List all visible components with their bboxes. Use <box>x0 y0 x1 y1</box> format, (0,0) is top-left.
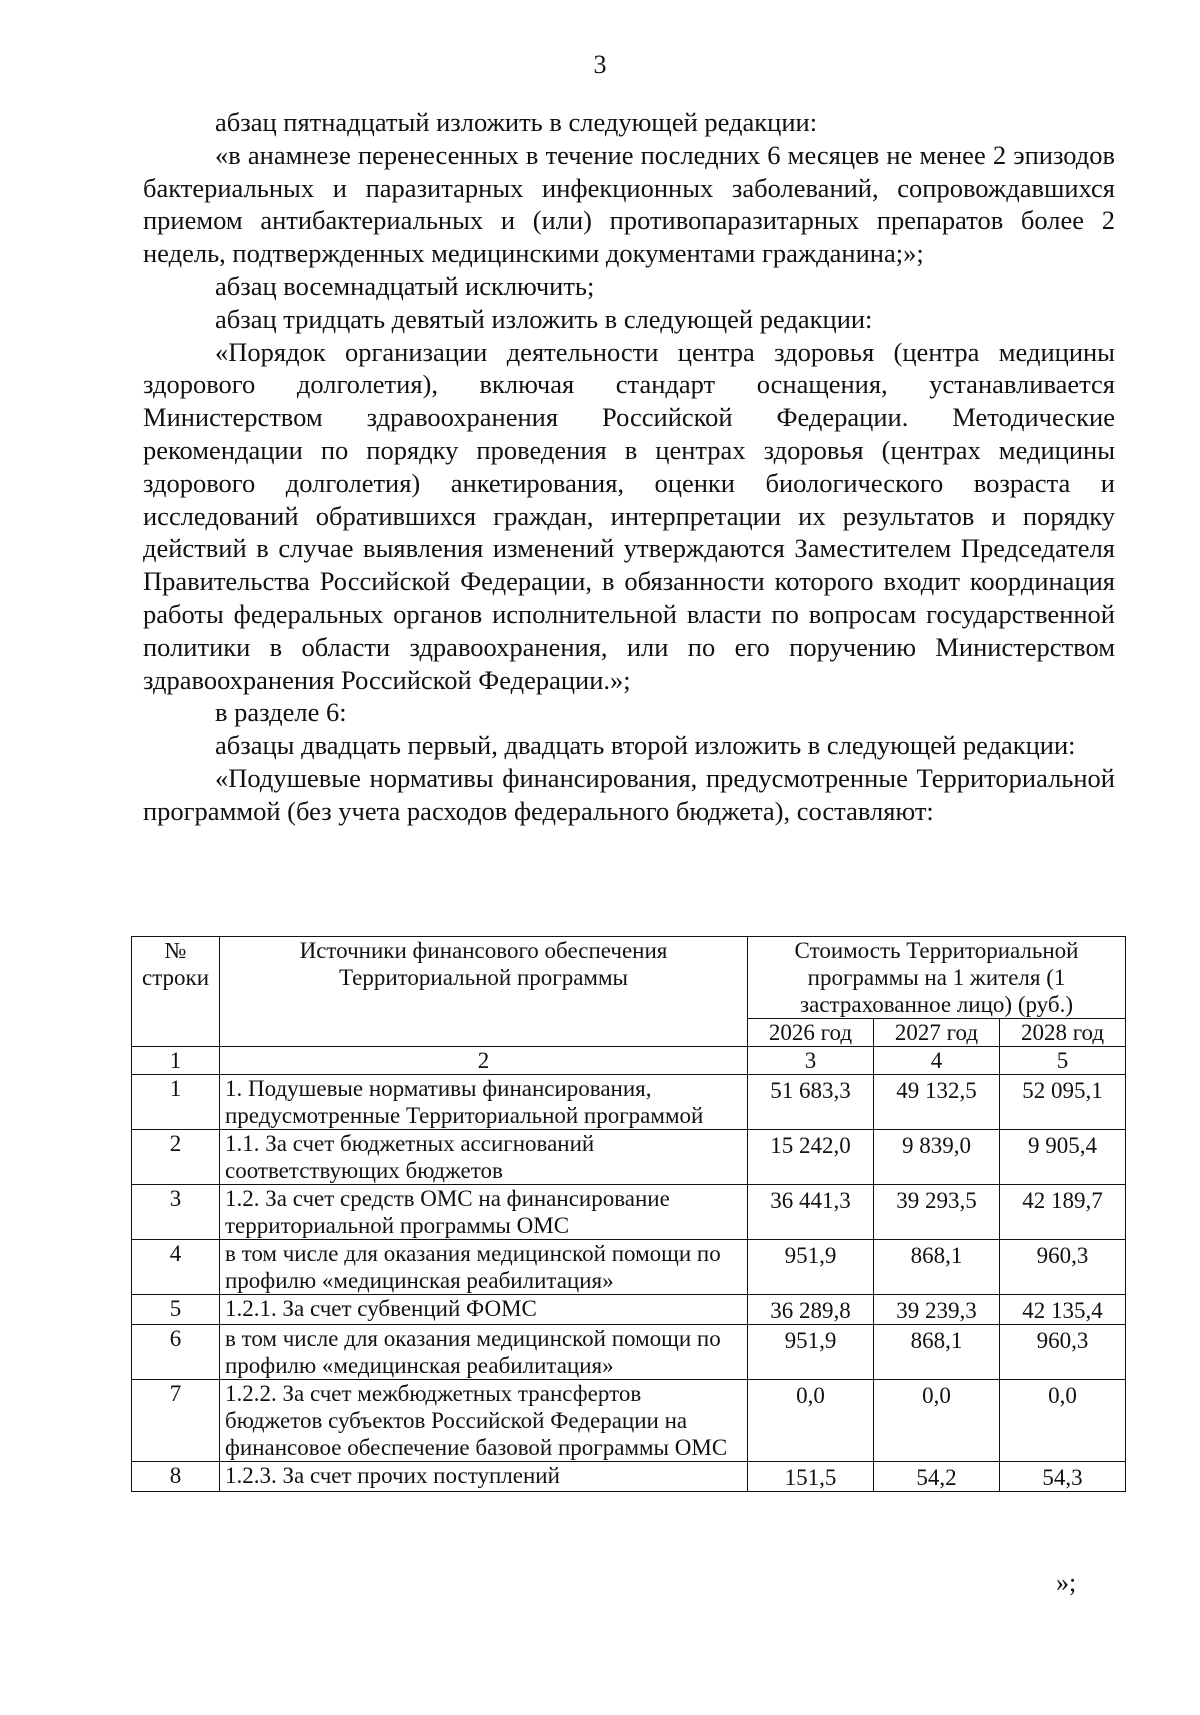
header-row-number: № строки <box>132 937 220 1047</box>
table-row <box>132 1325 1126 1380</box>
value-2027: 54,2 <box>874 1462 1000 1492</box>
header-cost: Стоимость Территориальной программы на 1 жителя (1 застрахованное лицо) (руб.) <box>748 937 1126 1019</box>
row-label: 1.2. За счет средств ОМС на финансирование территориальной программы ОМС <box>220 1185 748 1240</box>
table-row <box>132 1185 1126 1240</box>
column-numbers-row <box>132 1047 1126 1075</box>
value-2028: 9 905,4 <box>1000 1130 1126 1185</box>
value-2026: 951,9 <box>748 1325 874 1380</box>
row-number: 4 <box>132 1240 220 1295</box>
paragraph-8: «Подушевые нормативы финансирования, предусмотренные Территориальной программой (без учета расходов федерального бюджета), составляют: <box>143 762 1115 826</box>
row-label: в том числе для оказания медицинской помощи по профилю «медицинская реабилитация» <box>220 1240 748 1295</box>
value-2026: 0,0 <box>748 1380 874 1462</box>
header-year-2027: 2027 год <box>874 1019 1000 1047</box>
table-row <box>132 1295 1126 1325</box>
value-2027: 39 239,3 <box>874 1295 1000 1325</box>
value-2026: 151,5 <box>748 1462 874 1492</box>
value-2028: 52 095,1 <box>1000 1075 1126 1130</box>
paragraph-2: «в анамнезе перенесенных в течение последних 6 месяцев не менее 2 эпизодов бактериальных и паразитарных инфекционных заболеваний, сопровождавшихся приемом антибактериальных и (или) противопаразитарных препаратов более 2 недель, подтвержденных медицинскими документами гражданина;»; <box>143 139 1115 269</box>
financing-table <box>131 936 1126 1492</box>
header-source: Источники финансового обеспечения Территориальной программы <box>220 937 748 1047</box>
row-number: 7 <box>132 1380 220 1462</box>
column-number: 4 <box>874 1047 1000 1075</box>
value-2027: 49 132,5 <box>874 1075 1000 1130</box>
row-number: 1 <box>132 1075 220 1130</box>
row-number: 6 <box>132 1325 220 1380</box>
header-year-2026: 2026 год <box>748 1019 874 1047</box>
page-number: 3 <box>593 50 607 79</box>
value-2028: 42 189,7 <box>1000 1185 1126 1240</box>
column-number: 2 <box>220 1047 748 1075</box>
row-number: 8 <box>132 1462 220 1492</box>
table-header-row <box>132 937 1126 1019</box>
row-number: 3 <box>132 1185 220 1240</box>
paragraph-5: «Порядок организации деятельности центра здоровья (центра медицины здорового долголетия), включая стандарт оснащения, устанавливается Министерством здравоохранения Российской Федерации. Методические рекомендации по порядку проведения в центрах здоровья (центрах медицины здорового долголетия) анкетирования, оценки биологического возраста и исследований обратившихся граждан, интерпретации их результатов и порядку действий в случае выявления изменений утверждаются Заместителем Председателя Правительства Российской Федерации, в обязанности которого входит координация работы федеральных органов исполнительной власти по вопросам государственной политики в области здравоохранения, или по его поручению Министерством здравоохранения Российской Федерации.»; <box>143 336 1115 695</box>
body-text <box>143 106 1115 828</box>
table-row <box>132 1130 1126 1185</box>
row-label: 1.2.2. За счет межбюджетных трансфертов бюджетов субъектов Российской Федерации на финансовое обеспечение базовой программы ОМС <box>220 1380 748 1462</box>
value-2026: 15 242,0 <box>748 1130 874 1185</box>
paragraph-1: абзац пятнадцатый изложить в следующей редакции: <box>215 107 818 137</box>
value-2028: 960,3 <box>1000 1325 1126 1380</box>
row-number: 5 <box>132 1295 220 1325</box>
value-2026: 36 289,8 <box>748 1295 874 1325</box>
value-2028: 42 135,4 <box>1000 1295 1126 1325</box>
value-2027: 868,1 <box>874 1325 1000 1380</box>
paragraph-4: абзац тридцать девятый изложить в следующей редакции: <box>215 303 873 334</box>
row-label: 1.2.3. За счет прочих поступлений <box>220 1462 748 1492</box>
paragraph-7: абзацы двадцать первый, двадцать второй изложить в следующей редакции: <box>215 730 1076 761</box>
value-2028: 54,3 <box>1000 1462 1126 1492</box>
column-number: 5 <box>1000 1047 1126 1075</box>
value-2027: 9 839,0 <box>874 1130 1000 1185</box>
value-2027: 0,0 <box>874 1380 1000 1462</box>
column-number: 1 <box>132 1047 220 1075</box>
table-row <box>132 1075 1126 1130</box>
column-number: 3 <box>748 1047 874 1075</box>
paragraph-6: в разделе 6: <box>215 697 347 728</box>
header-year-2028: 2028 год <box>1000 1019 1126 1047</box>
value-2026: 51 683,3 <box>748 1075 874 1130</box>
value-2027: 868,1 <box>874 1240 1000 1295</box>
row-number: 2 <box>132 1130 220 1185</box>
value-2026: 951,9 <box>748 1240 874 1295</box>
row-label: в том числе для оказания медицинской помощи по профилю «медицинская реабилитация» <box>220 1325 748 1380</box>
value-2027: 39 293,5 <box>874 1185 1000 1240</box>
closing-quote-mark: »; <box>1056 1568 1077 1597</box>
row-label: 1.1. За счет бюджетных ассигнований соответствующих бюджетов <box>220 1130 748 1185</box>
row-label: 1. Подушевые нормативы финансирования, предусмотренные Территориальной программой <box>220 1075 748 1130</box>
value-2026: 36 441,3 <box>748 1185 874 1240</box>
table-row <box>132 1380 1126 1462</box>
table-row <box>132 1240 1126 1295</box>
value-2028: 960,3 <box>1000 1240 1126 1295</box>
table-row <box>132 1462 1126 1492</box>
row-label: 1.2.1. За счет субвенций ФОМС <box>220 1295 748 1325</box>
value-2028: 0,0 <box>1000 1380 1126 1462</box>
paragraph-3: абзац восемнадцатый исключить; <box>215 270 595 301</box>
